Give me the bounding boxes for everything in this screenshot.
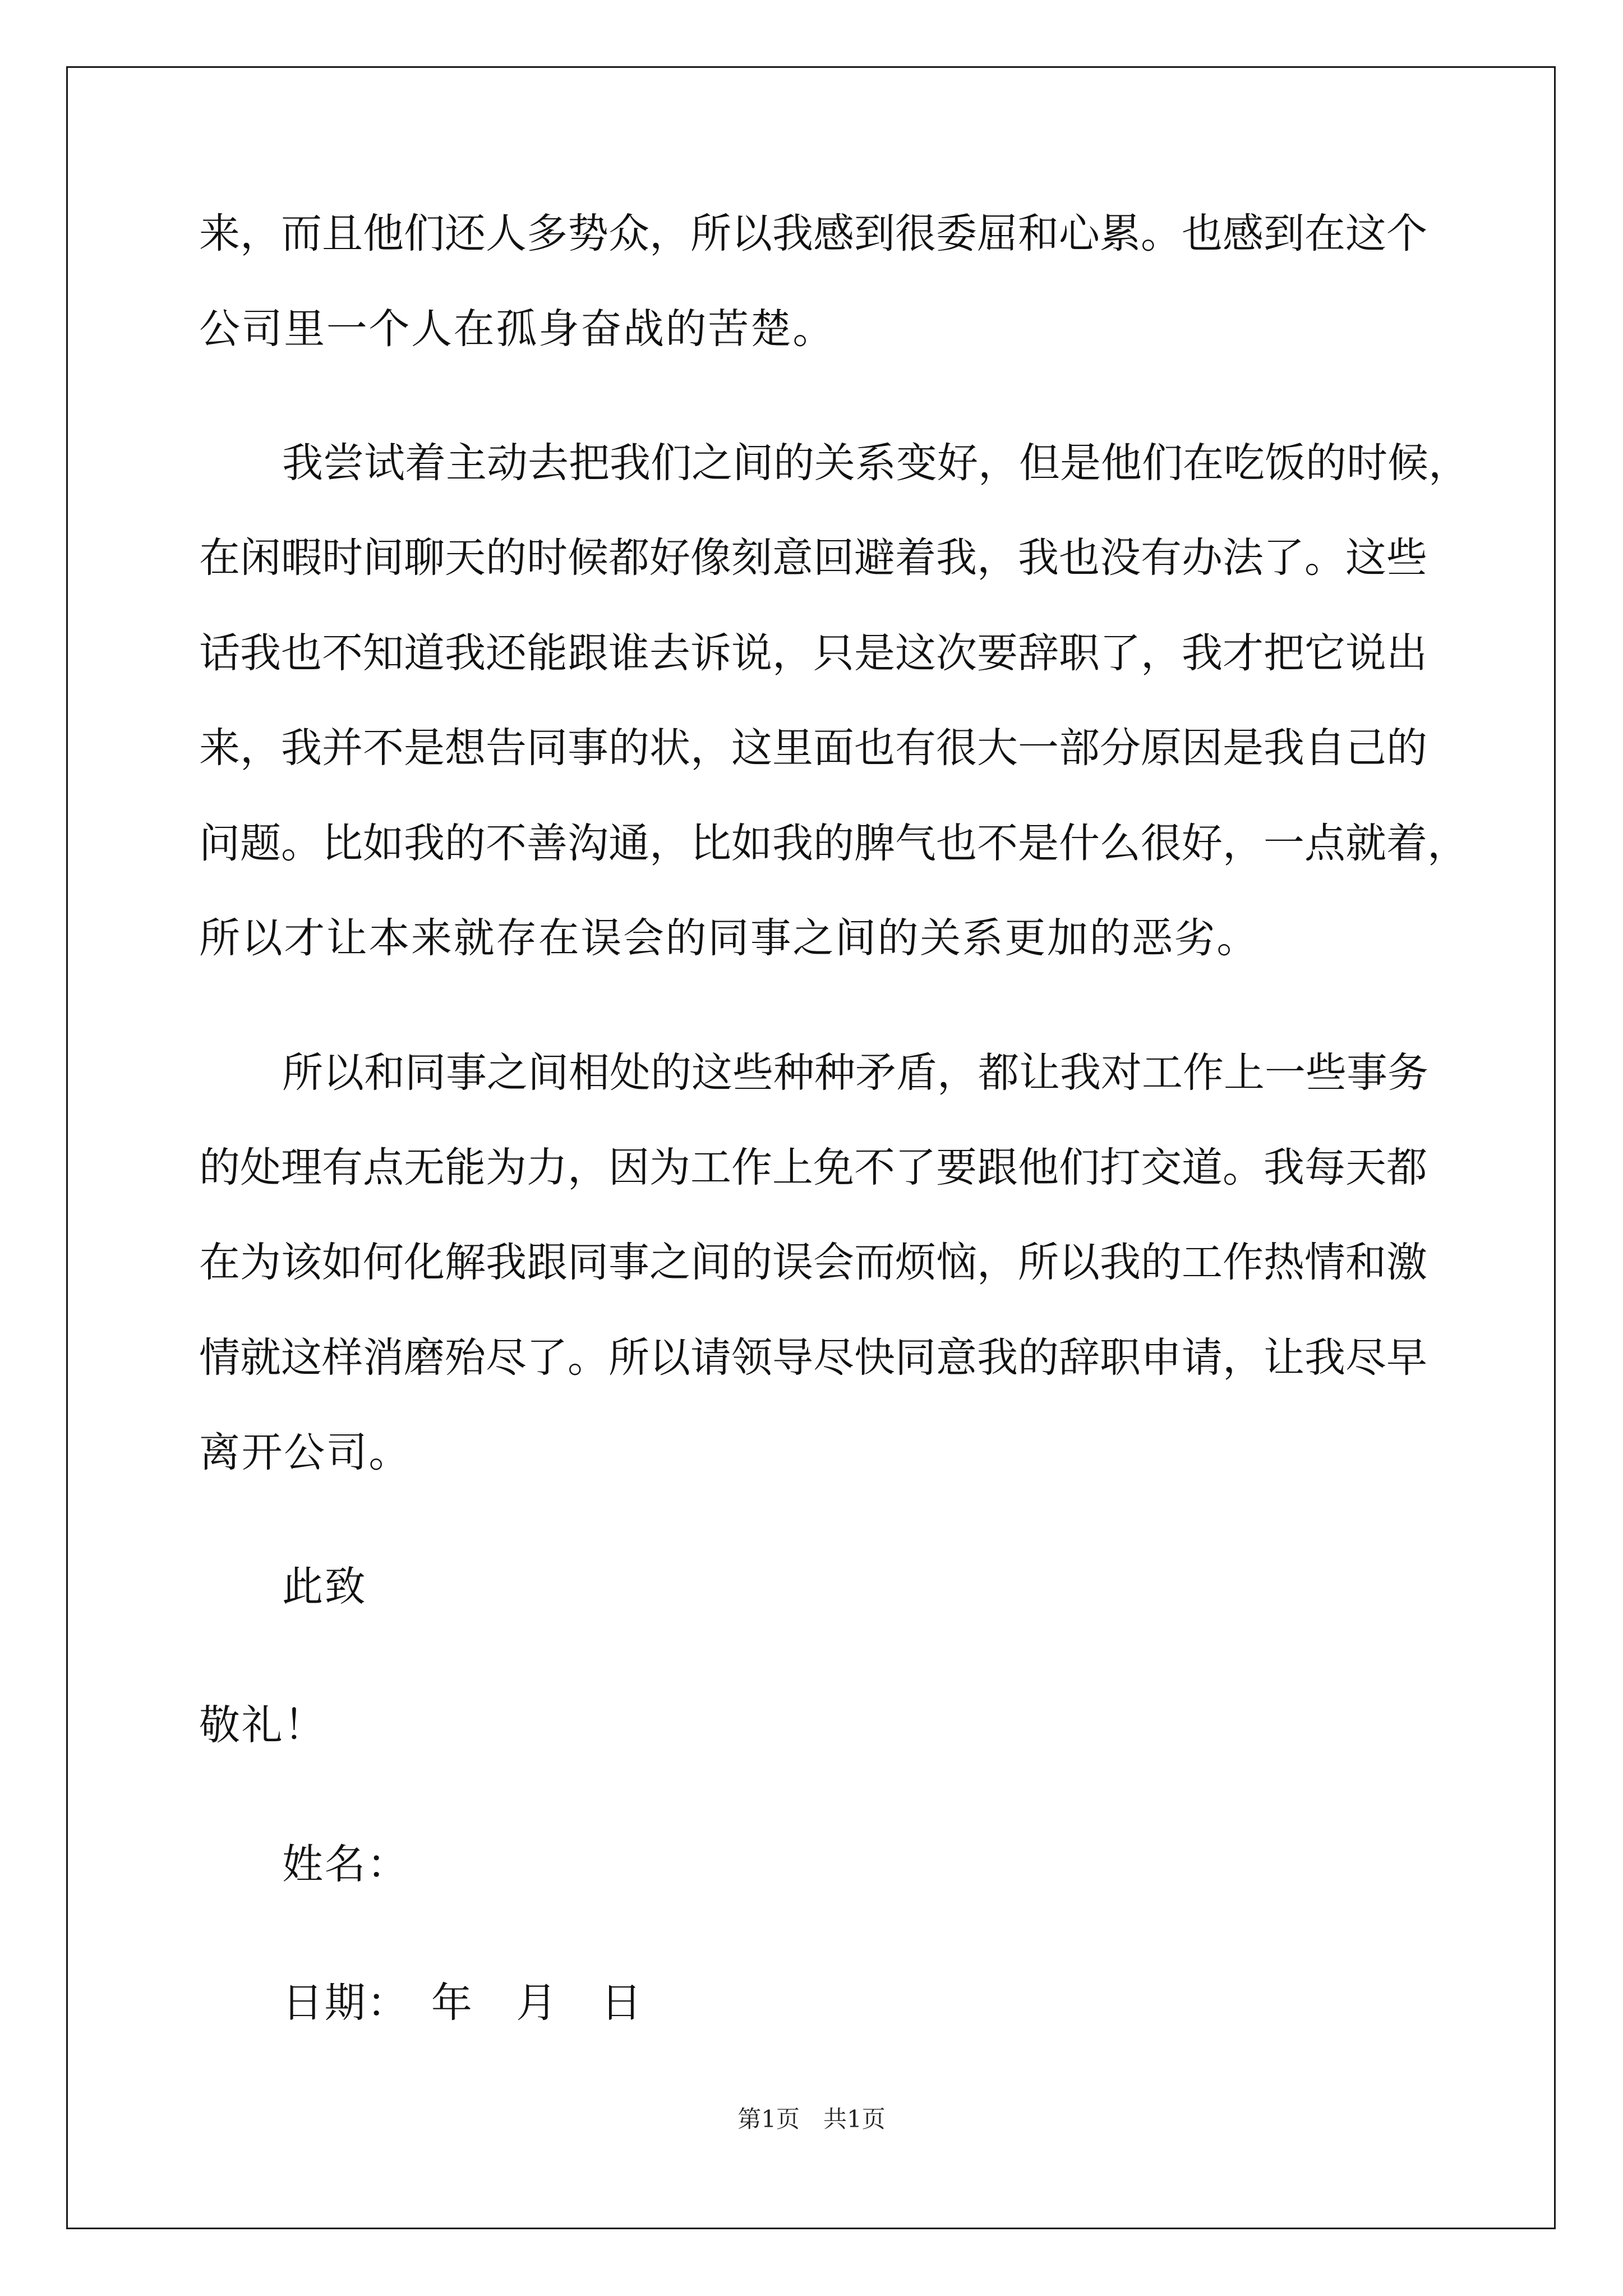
paragraph-start-line: 我尝试着主动去把我们之间的关系变好，但是他们在吃饭的时候，	[282, 439, 1469, 487]
text-line: 在为该如何化解我跟同事之间的误会而烦恼，所以我的工作热情和激	[199, 1239, 1427, 1286]
text-line: 来，我并不是想告同事的状，这里面也有很大一部分原因是我自己的	[199, 724, 1427, 772]
text-line: 离开公司。	[199, 1429, 411, 1476]
text-line: 话我也不知道我还能跟谁去诉说，只是这次要辞职了，我才把它说出	[199, 629, 1427, 677]
text-line: 在闲暇时间聊天的时候都好像刻意回避着我，我也没有办法了。这些	[199, 534, 1427, 582]
text-line: 情就这样消磨殆尽了。所以请领导尽快同意我的辞职申请，让我尽早	[199, 1334, 1427, 1382]
text-line: 问题。比如我的不善沟通，比如我的脾气也不是什么很好，一点就着，	[199, 820, 1468, 867]
signature-date-label: 日期： 年 月 日	[282, 1979, 643, 2027]
page-footer	[0, 2101, 1623, 2134]
closing-regards: 敬礼！	[199, 1701, 326, 1749]
paragraph-start-line: 所以和同事之间相处的这些种种矛盾，都让我对工作上一些事务	[282, 1049, 1428, 1097]
text-line: 的处理有点无能为力，因为工作上免不了要跟他们打交道。我每天都	[199, 1144, 1427, 1191]
signature-name-label: 姓名：	[282, 1841, 409, 1888]
closing-salutation: 此致	[282, 1563, 367, 1611]
page-number: 第1页 共1页	[737, 2105, 886, 2133]
text-line: 公司里一个人在孤身奋战的苦楚。	[199, 305, 835, 353]
text-line: 来，而且他们还人多势众，所以我感到很委屈和心累。也感到在这个	[199, 210, 1427, 257]
text-line: 所以才让本来就存在误会的同事之间的关系更加的恶劣。	[199, 914, 1259, 962]
